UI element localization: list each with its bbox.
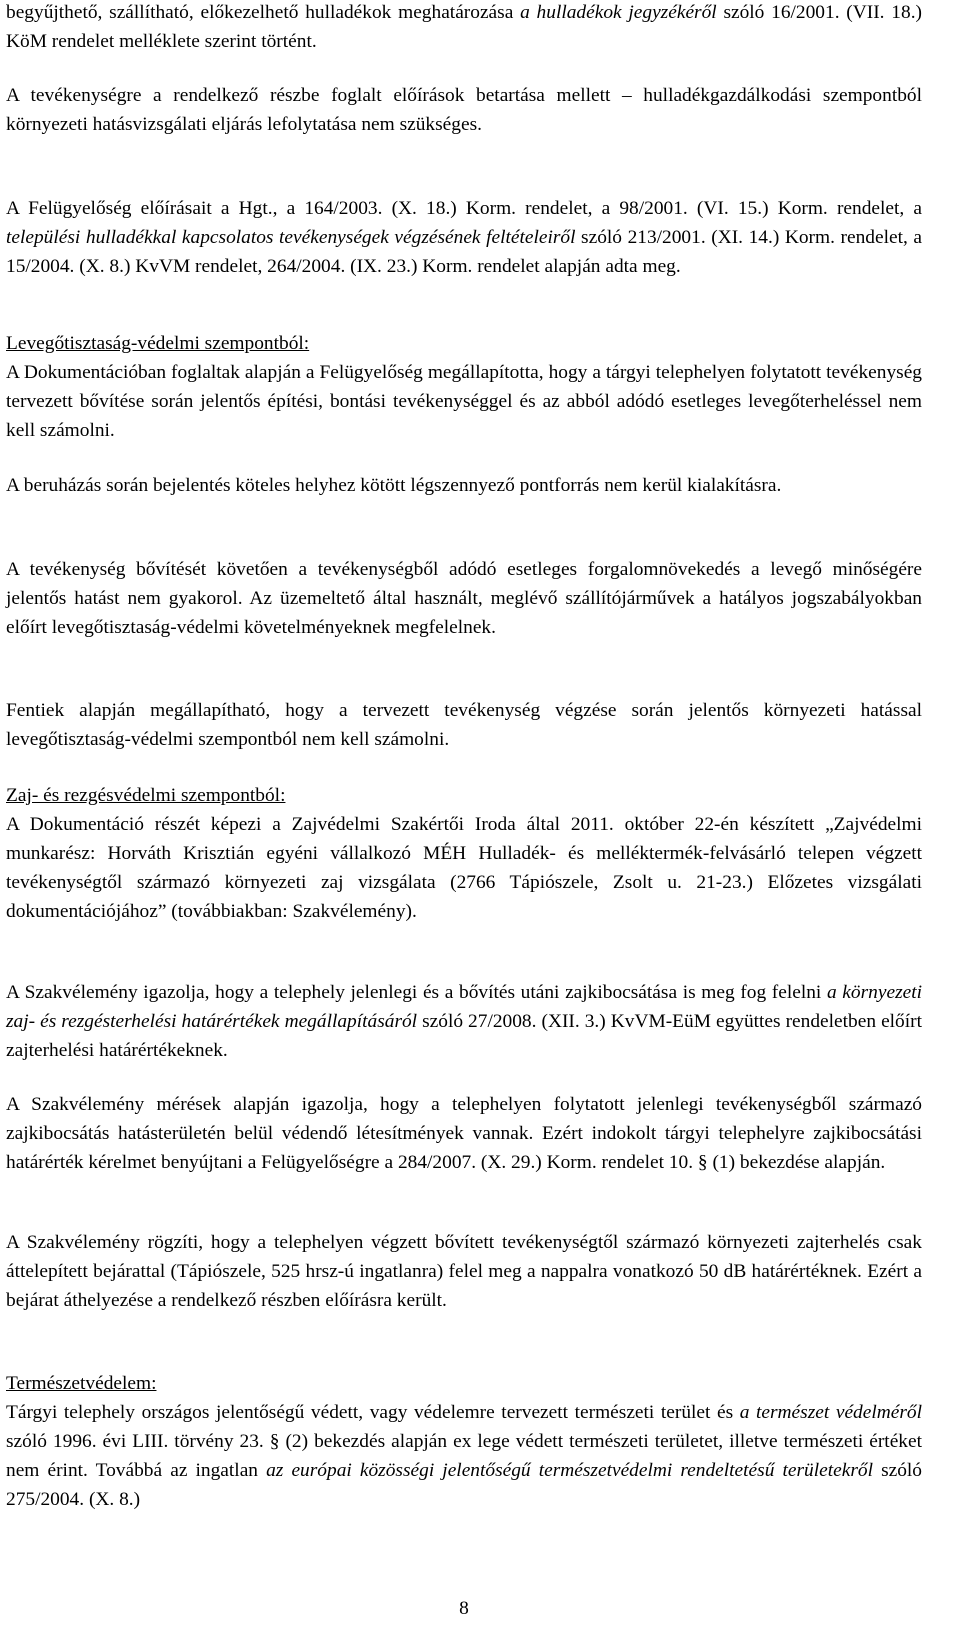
paragraph-legal-basis: A Felügyelőség előírásait a Hgt., a 164/2003. (X. 18.) Korm. rendelet, a 98/2001. (VI. 15.) Korm. rendelet, a települési hulladékkal kapcsolatos tevékenységek végzésének feltételeiről szóló 213/2001. (XI. 14.) Korm. rendelet, a 15/2004. (X. 8.) KvVM rendelet, 264/2004. (IX. 23.) Korm. rendelet alapján adta meg. xyxy=(6,198,922,277)
paragraph-air-pollution-source: A beruházás során bejelentés köteles helyhez kötött légszennyező pontforrás nem kerül kialakításra. xyxy=(6,475,782,496)
paragraph-noise-limits: A Szakvélemény igazolja, hogy a telephely jelenlegi és a bővítés utáni zajkibocsátása is meg fog felelni a környezeti zaj- és rezgésterhelési határértékek megállapításáról szóló 27/2008. (XII. 3.) KvVM-EüM együttes rendeletben előírt zajterhelési határértékeknek. xyxy=(6,982,922,1061)
page-number: 8 xyxy=(459,1598,469,1619)
paragraph-air-conclusion: Fentiek alapján megállapítható, hogy a tervezett tevékenység végzése során jelentős környezeti hatással levegőtisztaság-védelmi szempontból nem kell számolni. xyxy=(6,700,922,750)
paragraph-noise-measurements: A Szakvélemény mérések alapján igazolja, hogy a telephelyen folytatott jelenlegi tevékenységből származó zajkibocsátás hatásterületén belül védendő létesítmények vannak. Ezért indokolt tárgyi telephelyre zajkibocsátási határérték kérelmet benyújtani a Felügyelőségre a 284/2007. (X. 29.) Korm. rendelet 10. § (1) bekezdése alapján. xyxy=(6,1094,922,1173)
paragraph-air-traffic: A tevékenység bővítését követően a tevékenységből adódó esetleges forgalomnövekedés a levegő minőségére jelentős hatást nem gyakorol. Az üzemeltető által használt, meglévő szállítójárművek a hatályos jogszabályokban előírt levegőtisztaság-védelmi követelményeknek megfelelnek. xyxy=(6,559,922,638)
paragraph-noise-entrance: A Szakvélemény rögzíti, hogy a telephelyen végzett bővített tevékenységtől származó környezeti zajterhelés csak áttelepített bejárattal (Tápiószele, 525 hrsz-ú ingatlanra) felel meg a nappalra vonatkozó 50 dB határértéknek. Ezért a bejárat áthelyezése a rendelkező részben előírásra került. xyxy=(6,1232,922,1311)
paragraph-waste-list: begyűjthető, szállítható, előkezelhető hulladékok meghatározása a hulladékok jegyzékéről szóló 16/2001. (VII. 18.) KöM rendelet melléklete szerint történt. xyxy=(6,2,922,52)
paragraph-nature-protection: Tárgyi telephely országos jelentőségű védett, vagy védelemre tervezett természeti terület és a természet védelméről szóló 1996. évi LIII. törvény 23. § (2) bekezdés alapján ex lege védett természeti területet, illetve természeti értéket nem érint. Továbbá az ingatlan az európai közösségi jelentőségű természetvédelmi rendeltetésű területekről szóló 275/2004. (X. 8.) xyxy=(6,1402,923,1510)
heading-nature-conservation: Természetvédelem: xyxy=(6,1373,157,1394)
paragraph-air-documentation: A Dokumentációban foglaltak alapján a Felügyelőség megállapította, hogy a tárgyi telephelyen folytatott tevékenység tervezett bővítése során jelentős építési, bontási tevékenységgel és az abból adódó esetleges levegőterheléssel nem kell számolni. xyxy=(6,362,922,441)
heading-noise-vibration: Zaj- és rezgésvédelmi szempontból: xyxy=(6,785,286,806)
paragraph-waste-management: A tevékenységre a rendelkező részbe foglalt előírások betartása mellett – hulladékgazdálkodási szempontból környezeti hatásvizsgálati eljárás lefolytatása nem szükséges. xyxy=(6,85,922,135)
heading-air-quality: Levegőtisztaság-védelmi szempontból: xyxy=(6,333,310,354)
paragraph-noise-documentation: A Dokumentáció részét képezi a Zajvédelmi Szakértői Iroda által 2011. október 22-én készített „Zajvédelmi munkarész: Horváth Krisztián egyéni vállalkozó MÉH Hulladék- és melléktermék-felvásárló telepen végzett tevékenységtől származó környezeti zaj vizsgálata (2766 Tápiószele, Zsolt u. 21-23.) Előzetes vizsgálati dokumentációjához” (továbbiakban: Szakvélemény). xyxy=(6,814,922,922)
